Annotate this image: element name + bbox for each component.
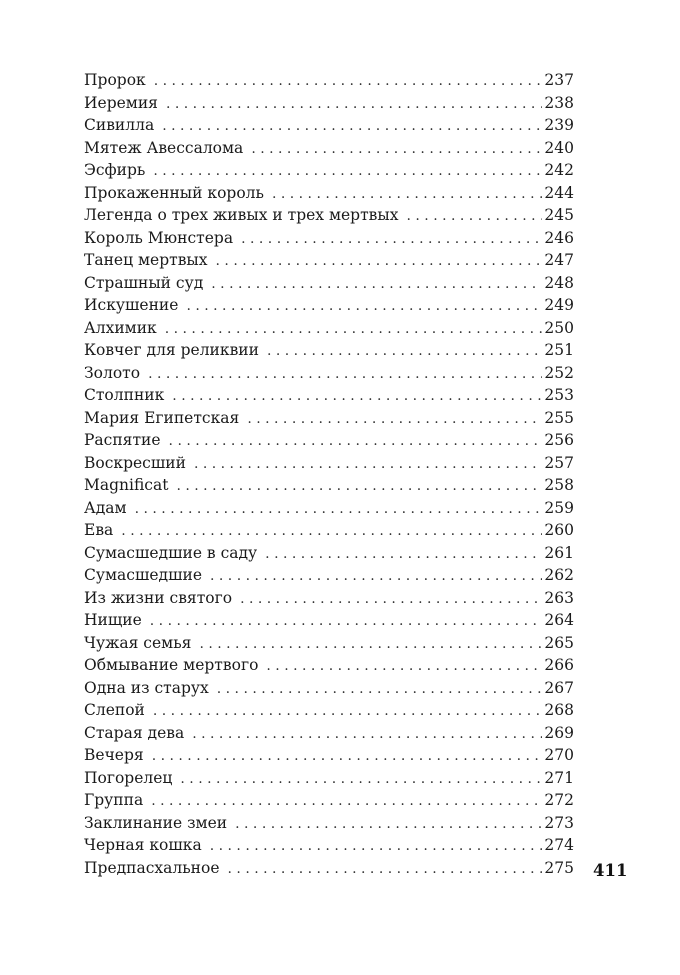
toc-entry-page: 256 xyxy=(544,431,574,449)
toc-entry xyxy=(84,114,574,137)
dot-leader xyxy=(121,520,542,543)
toc-entry-page: 258 xyxy=(544,476,574,494)
page-number: 411 xyxy=(593,861,628,880)
toc-entry-title: Танец мертвых xyxy=(84,251,208,269)
toc-entry-page: 244 xyxy=(544,183,574,202)
dot-leader xyxy=(153,160,542,183)
toc-entry-page: 245 xyxy=(544,206,574,224)
dot-leader xyxy=(228,858,543,881)
toc-entry-page: 273 xyxy=(544,813,574,832)
toc-entry-page: 253 xyxy=(544,386,574,404)
toc-entry xyxy=(84,632,574,655)
toc-entry-title: Чужая семья xyxy=(84,633,192,652)
dot-leader xyxy=(194,453,542,476)
dot-leader xyxy=(247,408,542,431)
toc-entry-page: 251 xyxy=(544,341,574,359)
toc-entry xyxy=(84,497,574,520)
dot-leader xyxy=(151,790,542,813)
toc-entry xyxy=(84,812,574,835)
toc-entry xyxy=(84,767,574,790)
dot-leader xyxy=(169,430,543,453)
toc-entry-page: 240 xyxy=(544,138,574,157)
dot-leader xyxy=(272,183,542,206)
dot-leader xyxy=(166,93,542,116)
dot-leader xyxy=(407,205,543,228)
toc-entry-page: 249 xyxy=(544,296,574,314)
toc-entry-page: 255 xyxy=(544,408,574,427)
toc-entry-title: Заклинание змеи xyxy=(84,813,228,832)
toc-entry-title: Мятеж Авессалома xyxy=(84,138,244,157)
toc-entry xyxy=(84,857,574,880)
toc-entry xyxy=(84,564,574,587)
toc-entry-page: 250 xyxy=(544,318,574,337)
toc-entry-title: Ковчег для реликвии xyxy=(84,341,259,359)
toc-entry xyxy=(84,294,574,317)
dot-leader xyxy=(266,655,542,678)
toc-entry xyxy=(84,519,574,542)
toc-entry-page: 246 xyxy=(544,228,574,247)
toc-entry-page: 242 xyxy=(544,161,574,179)
dot-leader xyxy=(165,318,543,341)
toc-entry-title: Сумасшедшие xyxy=(84,566,202,584)
toc-entry xyxy=(84,362,574,385)
toc-entry-title: Черная кошка xyxy=(84,836,202,854)
toc-entry-title: Столпник xyxy=(84,386,165,404)
dot-leader xyxy=(216,250,543,273)
toc-entry xyxy=(84,654,574,677)
toc-entry-title: Ева xyxy=(84,521,114,539)
toc-entry-page: 270 xyxy=(544,746,574,764)
toc-entry-title: Обмывание мертвого xyxy=(84,656,259,674)
toc-entry-title: Одна из старух xyxy=(84,678,209,697)
toc-entry-title: Magnificat xyxy=(84,476,169,494)
toc-entry-page: 247 xyxy=(544,251,574,269)
toc-entry-title: Сумасшедшие в саду xyxy=(84,543,258,562)
toc-entry-title: Сивилла xyxy=(84,116,155,134)
toc-entry xyxy=(84,677,574,700)
toc-entry-page: 267 xyxy=(544,678,574,697)
toc-entry-page: 264 xyxy=(544,611,574,629)
toc-entry-title: Вечеря xyxy=(84,746,144,764)
toc-entry xyxy=(84,137,574,160)
toc-entry-title: Пророк xyxy=(84,71,146,89)
dot-leader xyxy=(176,475,542,498)
toc-entry xyxy=(84,699,574,722)
toc-entry xyxy=(84,384,574,407)
toc-entry xyxy=(84,452,574,475)
dot-leader xyxy=(150,610,543,633)
toc-entry-title: Мария Египетская xyxy=(84,408,240,427)
dot-leader xyxy=(211,273,542,296)
dot-leader xyxy=(180,768,542,791)
toc-entry-page: 269 xyxy=(544,723,574,742)
dot-leader xyxy=(241,228,542,251)
dot-leader xyxy=(153,700,543,723)
toc-entry xyxy=(84,204,574,227)
toc-entry xyxy=(84,227,574,250)
dot-leader xyxy=(152,745,543,768)
toc-entry-title: Король Мюнстера xyxy=(84,228,234,247)
toc-entry-page: 272 xyxy=(544,791,574,809)
toc-entry-page: 268 xyxy=(544,701,574,719)
toc-entry xyxy=(84,744,574,767)
toc-entry-page: 275 xyxy=(544,858,574,877)
toc-entry-title: Алхимик xyxy=(84,318,157,337)
toc-entry xyxy=(84,249,574,272)
toc-entry-page: 239 xyxy=(544,116,574,134)
toc-entry xyxy=(84,92,574,115)
toc-entry xyxy=(84,722,574,745)
toc-entry-title: Легенда о трех живых и трех мертвых xyxy=(84,206,399,224)
toc-entry xyxy=(84,789,574,812)
dot-leader xyxy=(172,385,542,408)
toc-entry xyxy=(84,339,574,362)
dot-leader xyxy=(240,588,542,611)
dot-leader xyxy=(154,70,543,93)
dot-leader xyxy=(265,543,542,566)
toc-entry-title: Золото xyxy=(84,363,141,382)
toc-entry-title: Адам xyxy=(84,498,127,517)
dot-leader xyxy=(210,565,542,588)
toc-entry-page: 248 xyxy=(544,273,574,292)
toc-entry-page: 263 xyxy=(544,588,574,607)
dot-leader xyxy=(135,498,543,521)
toc-entry-title: Распятие xyxy=(84,431,161,449)
dot-leader xyxy=(186,295,542,318)
toc-entry-title: Слепой xyxy=(84,701,145,719)
toc-entry xyxy=(84,69,574,92)
dot-leader xyxy=(235,813,542,836)
toc-entry xyxy=(84,474,574,497)
toc-entry xyxy=(84,159,574,182)
table-of-contents xyxy=(84,69,574,879)
dot-leader xyxy=(199,633,542,656)
dot-leader xyxy=(251,138,542,161)
toc-entry-page: 274 xyxy=(544,836,574,854)
toc-entry-page: 261 xyxy=(544,543,574,562)
dot-leader xyxy=(192,723,542,746)
dot-leader xyxy=(210,835,543,858)
toc-entry-page: 260 xyxy=(544,521,574,539)
toc-entry xyxy=(84,834,574,857)
toc-entry xyxy=(84,272,574,295)
toc-entry xyxy=(84,317,574,340)
toc-entry-title: Погорелец xyxy=(84,768,173,787)
toc-entry-page: 237 xyxy=(544,71,574,89)
toc-entry-title: Из жизни святого xyxy=(84,588,233,607)
toc-entry-page: 271 xyxy=(544,768,574,787)
toc-entry-title: Группа xyxy=(84,791,144,809)
toc-entry-title: Иеремия xyxy=(84,93,158,112)
dot-leader xyxy=(162,115,542,138)
toc-entry xyxy=(84,429,574,452)
toc-entry-page: 262 xyxy=(544,566,574,584)
toc-entry xyxy=(84,609,574,632)
toc-entry-title: Прокаженный король xyxy=(84,183,264,202)
toc-entry-page: 259 xyxy=(544,498,574,517)
toc-entry xyxy=(84,182,574,205)
toc-entry-title: Предпасхальное xyxy=(84,858,220,877)
toc-entry-title: Эсфирь xyxy=(84,161,146,179)
dot-leader xyxy=(267,340,542,363)
toc-entry-page: 257 xyxy=(544,453,574,472)
toc-entry-title: Воскресший xyxy=(84,453,186,472)
toc-entry xyxy=(84,587,574,610)
toc-entry-page: 252 xyxy=(544,363,574,382)
toc-entry-page: 238 xyxy=(544,93,574,112)
dot-leader xyxy=(148,363,542,386)
toc-entry-page: 265 xyxy=(544,633,574,652)
toc-entry-title: Нищие xyxy=(84,611,142,629)
toc-entry xyxy=(84,542,574,565)
toc-entry-title: Страшный суд xyxy=(84,273,204,292)
toc-entry-title: Старая дева xyxy=(84,723,185,742)
dot-leader xyxy=(217,678,543,701)
toc-entry xyxy=(84,407,574,430)
toc-entry-title: Искушение xyxy=(84,296,179,314)
toc-entry-page: 266 xyxy=(544,656,574,674)
